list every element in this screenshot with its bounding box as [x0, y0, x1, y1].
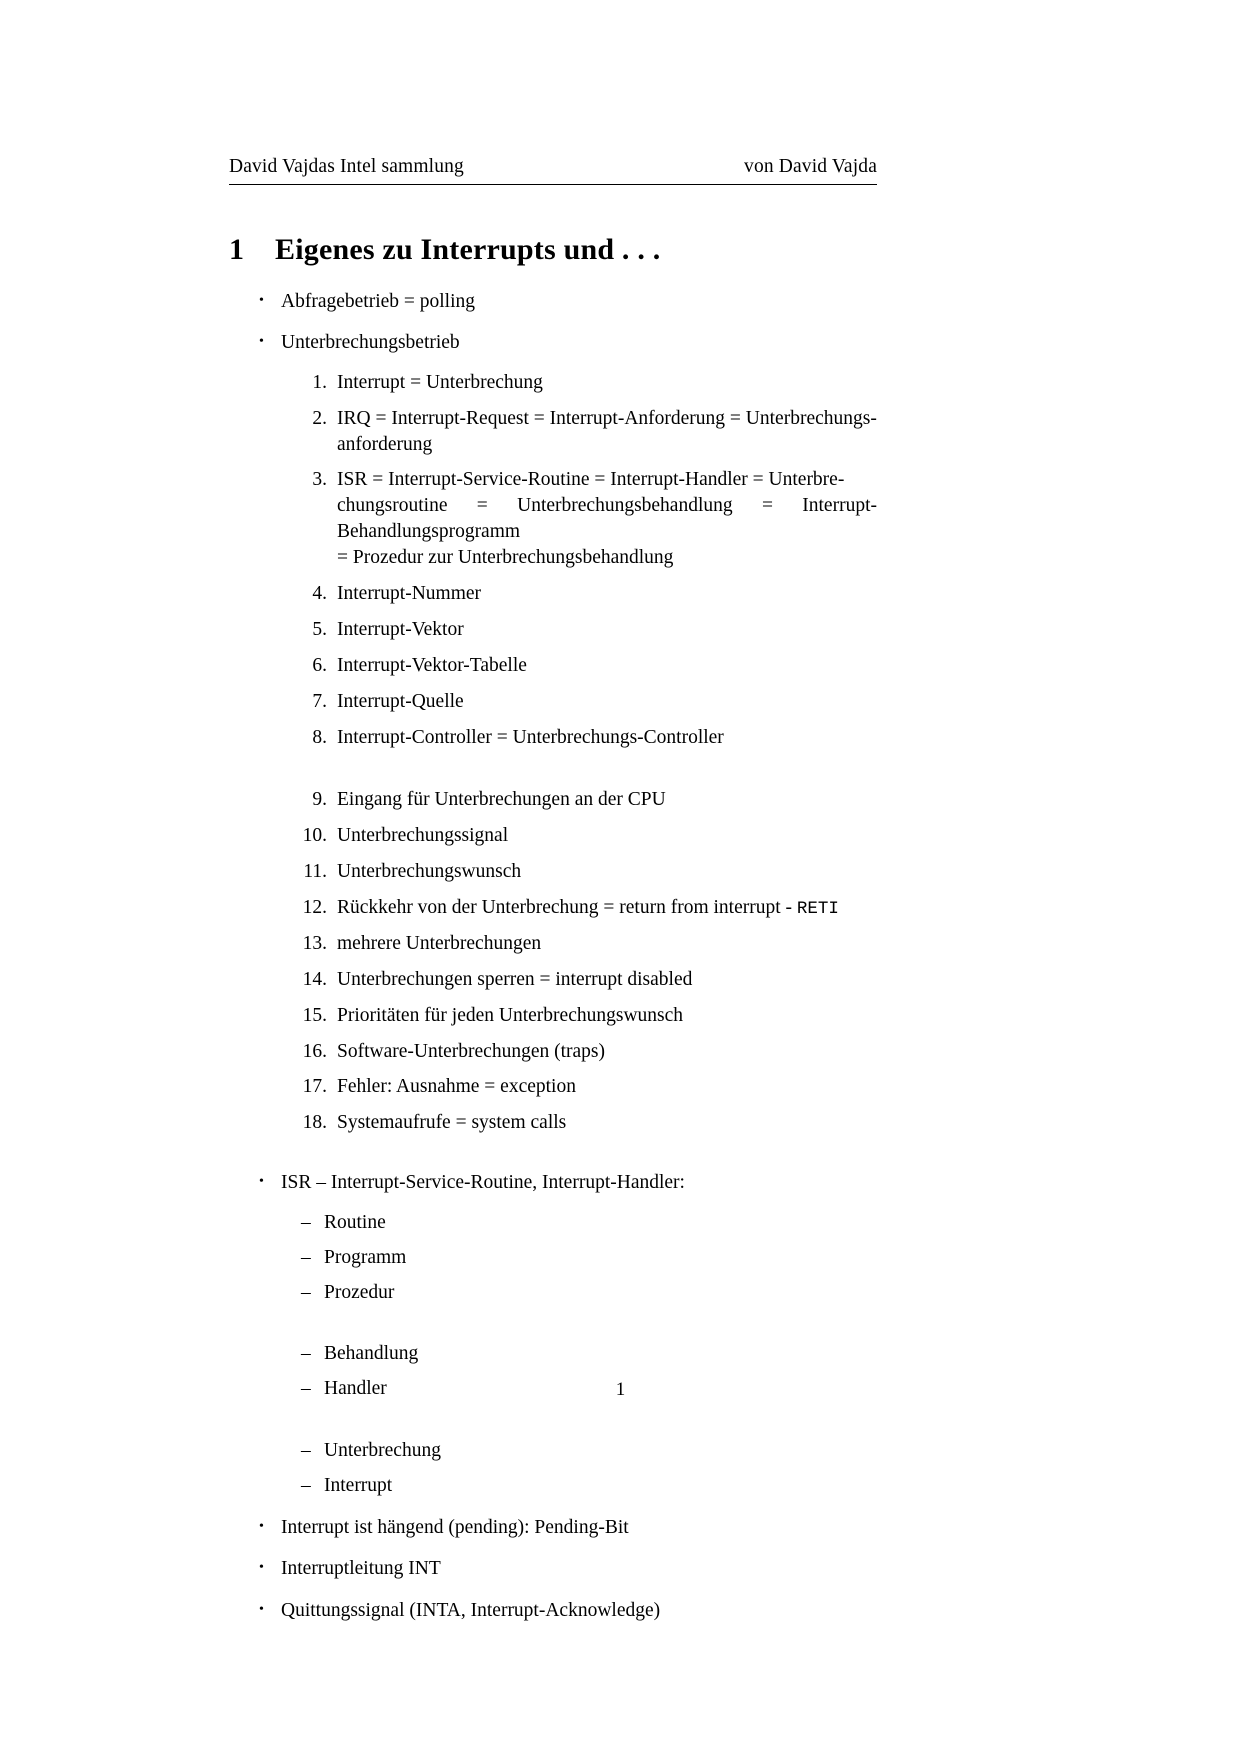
item-line-3: = Prozedur zur Unterbrechungsbehandlung	[337, 547, 674, 569]
bullet-label: Quittungssignal (INTA, Interrupt-Acknowledge)	[281, 1599, 661, 1621]
item-number: 8.	[312, 726, 327, 748]
page-content	[229, 156, 877, 1623]
item-label: Interrupt-Vektor	[337, 619, 464, 641]
list-item	[301, 1341, 877, 1367]
item-line-1: IRQ = Interrupt-Request = Interrupt-Anforderung = Unterbrechungs-	[337, 407, 877, 429]
item-number: 9.	[312, 788, 327, 810]
item-label: Unterbrechungssignal	[337, 824, 509, 846]
table-row	[289, 689, 877, 715]
dash-icon: –	[301, 1440, 311, 1462]
item-number: 5.	[312, 619, 327, 641]
bullet-label: Unterbrechungsbetrieb	[281, 332, 460, 354]
table-row	[289, 1110, 877, 1136]
top-level-list	[229, 289, 877, 1623]
item-number: 17.	[302, 1076, 327, 1098]
item-label: Unterbrechungswunsch	[337, 860, 522, 882]
item-label: Interrupt-Nummer	[337, 583, 482, 605]
item-number: 1.	[312, 371, 327, 393]
item-label: Software-Unterbrechungen (traps)	[337, 1040, 606, 1062]
item-label: Interrupt = Unterbrechung	[337, 371, 543, 393]
table-row	[289, 1003, 877, 1029]
item-number: 12.	[302, 896, 327, 918]
sub-item-label: Behandlung	[324, 1343, 419, 1365]
table-row	[289, 1074, 877, 1100]
bullet-icon: •	[259, 1519, 264, 1535]
table-row	[289, 895, 877, 921]
item-label	[337, 467, 877, 571]
sub-item-label: Handler	[324, 1378, 387, 1400]
item-number: 7.	[312, 690, 327, 712]
table-row	[289, 581, 877, 607]
dash-icon: –	[301, 1343, 311, 1365]
list-item	[229, 1515, 877, 1540]
bullet-label: ISR – Interrupt-Service-Routine, Interrupt-Handler:	[281, 1172, 685, 1194]
dash-icon: –	[301, 1281, 311, 1303]
list-item	[301, 1438, 877, 1464]
item-label: Prioritäten für jeden Unterbrechungswunsch	[337, 1004, 684, 1026]
list-item	[229, 289, 877, 314]
table-row	[289, 1039, 877, 1065]
item-label: mehrere Unterbrechungen	[337, 932, 542, 954]
bullet-label: Interruptleitung INT	[281, 1558, 441, 1580]
table-row	[289, 725, 877, 751]
item-line-1: ISR = Interrupt-Service-Routine = Interrupt-Handler = Unterbre-	[337, 469, 845, 491]
bullet-label: Interrupt ist hängend (pending): Pending-Bit	[281, 1517, 629, 1539]
item-label: Systemaufrufe = system calls	[337, 1112, 567, 1134]
section-heading	[229, 233, 877, 267]
header-author-right: von David Vajda	[744, 156, 877, 177]
list-item	[229, 1170, 877, 1195]
sub-item-label: Unterbrechung	[324, 1440, 441, 1462]
numbered-list	[229, 370, 877, 1137]
instruction-mnemonic: RETI	[796, 898, 839, 919]
bullet-icon: •	[259, 334, 264, 350]
item-label: Interrupt-Controller = Unterbrechungs-Controller	[337, 726, 724, 748]
table-row	[289, 967, 877, 993]
running-header	[229, 156, 877, 185]
item-number: 11.	[303, 860, 327, 882]
bullet-label: Abfragebetrieb = polling	[281, 291, 476, 312]
table-row	[289, 406, 877, 458]
table-row	[289, 859, 877, 885]
item-number: 15.	[302, 1004, 327, 1026]
item-number: 14.	[302, 968, 327, 990]
item-line-2: chungsroutine = Unterbrechungsbehandlung = Interrupt-Behandlungsprogramm	[337, 495, 877, 543]
table-row	[289, 370, 877, 396]
list-item	[301, 1473, 877, 1499]
bullet-icon: •	[259, 1174, 264, 1190]
item-number: 18.	[302, 1112, 327, 1134]
bullet-icon: •	[259, 1560, 264, 1576]
item-number: 2.	[312, 407, 327, 429]
list-item	[301, 1280, 877, 1306]
dash-icon: –	[301, 1211, 311, 1233]
item-number: 16.	[302, 1040, 327, 1062]
item-number: 10.	[302, 824, 327, 846]
item-number: 13.	[302, 932, 327, 954]
item-line-2: anforderung	[337, 433, 433, 455]
item-number: 3.	[312, 469, 327, 491]
table-row	[289, 787, 877, 813]
bullet-icon: •	[259, 293, 264, 308]
page-number: 1	[615, 1379, 626, 1400]
list-item	[301, 1245, 877, 1271]
isr-sub-list	[229, 1210, 877, 1499]
sub-item-label: Programm	[324, 1246, 407, 1268]
table-row	[289, 617, 877, 643]
table-row	[289, 653, 877, 679]
item-label	[337, 895, 877, 921]
item-number: 6.	[312, 654, 327, 676]
dash-icon: –	[301, 1378, 311, 1400]
section-number: 1	[229, 233, 245, 266]
sub-item-label: Prozedur	[324, 1281, 395, 1303]
list-item	[229, 1556, 877, 1581]
table-row	[289, 823, 877, 849]
dash-icon: –	[301, 1246, 311, 1268]
bullet-icon: •	[259, 1601, 264, 1617]
item-label	[337, 406, 877, 458]
sub-item-label: Interrupt	[324, 1475, 393, 1497]
sub-item-label: Routine	[324, 1211, 386, 1233]
item-text: Rückkehr von der Unterbrechung = return from interrupt -	[337, 896, 797, 918]
item-label: Fehler: Ausnahme = exception	[337, 1076, 576, 1098]
list-item	[229, 330, 877, 355]
item-label: Eingang für Unterbrechungen an der CPU	[337, 788, 666, 810]
item-label: Interrupt-Vektor-Tabelle	[337, 654, 527, 676]
list-item	[301, 1210, 877, 1236]
header-title-left: David Vajdas Intel sammlung	[229, 156, 464, 177]
list-item	[229, 1598, 877, 1623]
table-row	[289, 467, 877, 571]
item-label: Unterbrechungen sperren = interrupt disabled	[337, 968, 693, 990]
table-row	[289, 931, 877, 957]
dash-icon: –	[301, 1475, 311, 1497]
item-number: 4.	[312, 583, 327, 605]
section-title-text: Eigenes zu Interrupts und . . .	[275, 233, 661, 266]
item-label: Interrupt-Quelle	[337, 690, 464, 712]
